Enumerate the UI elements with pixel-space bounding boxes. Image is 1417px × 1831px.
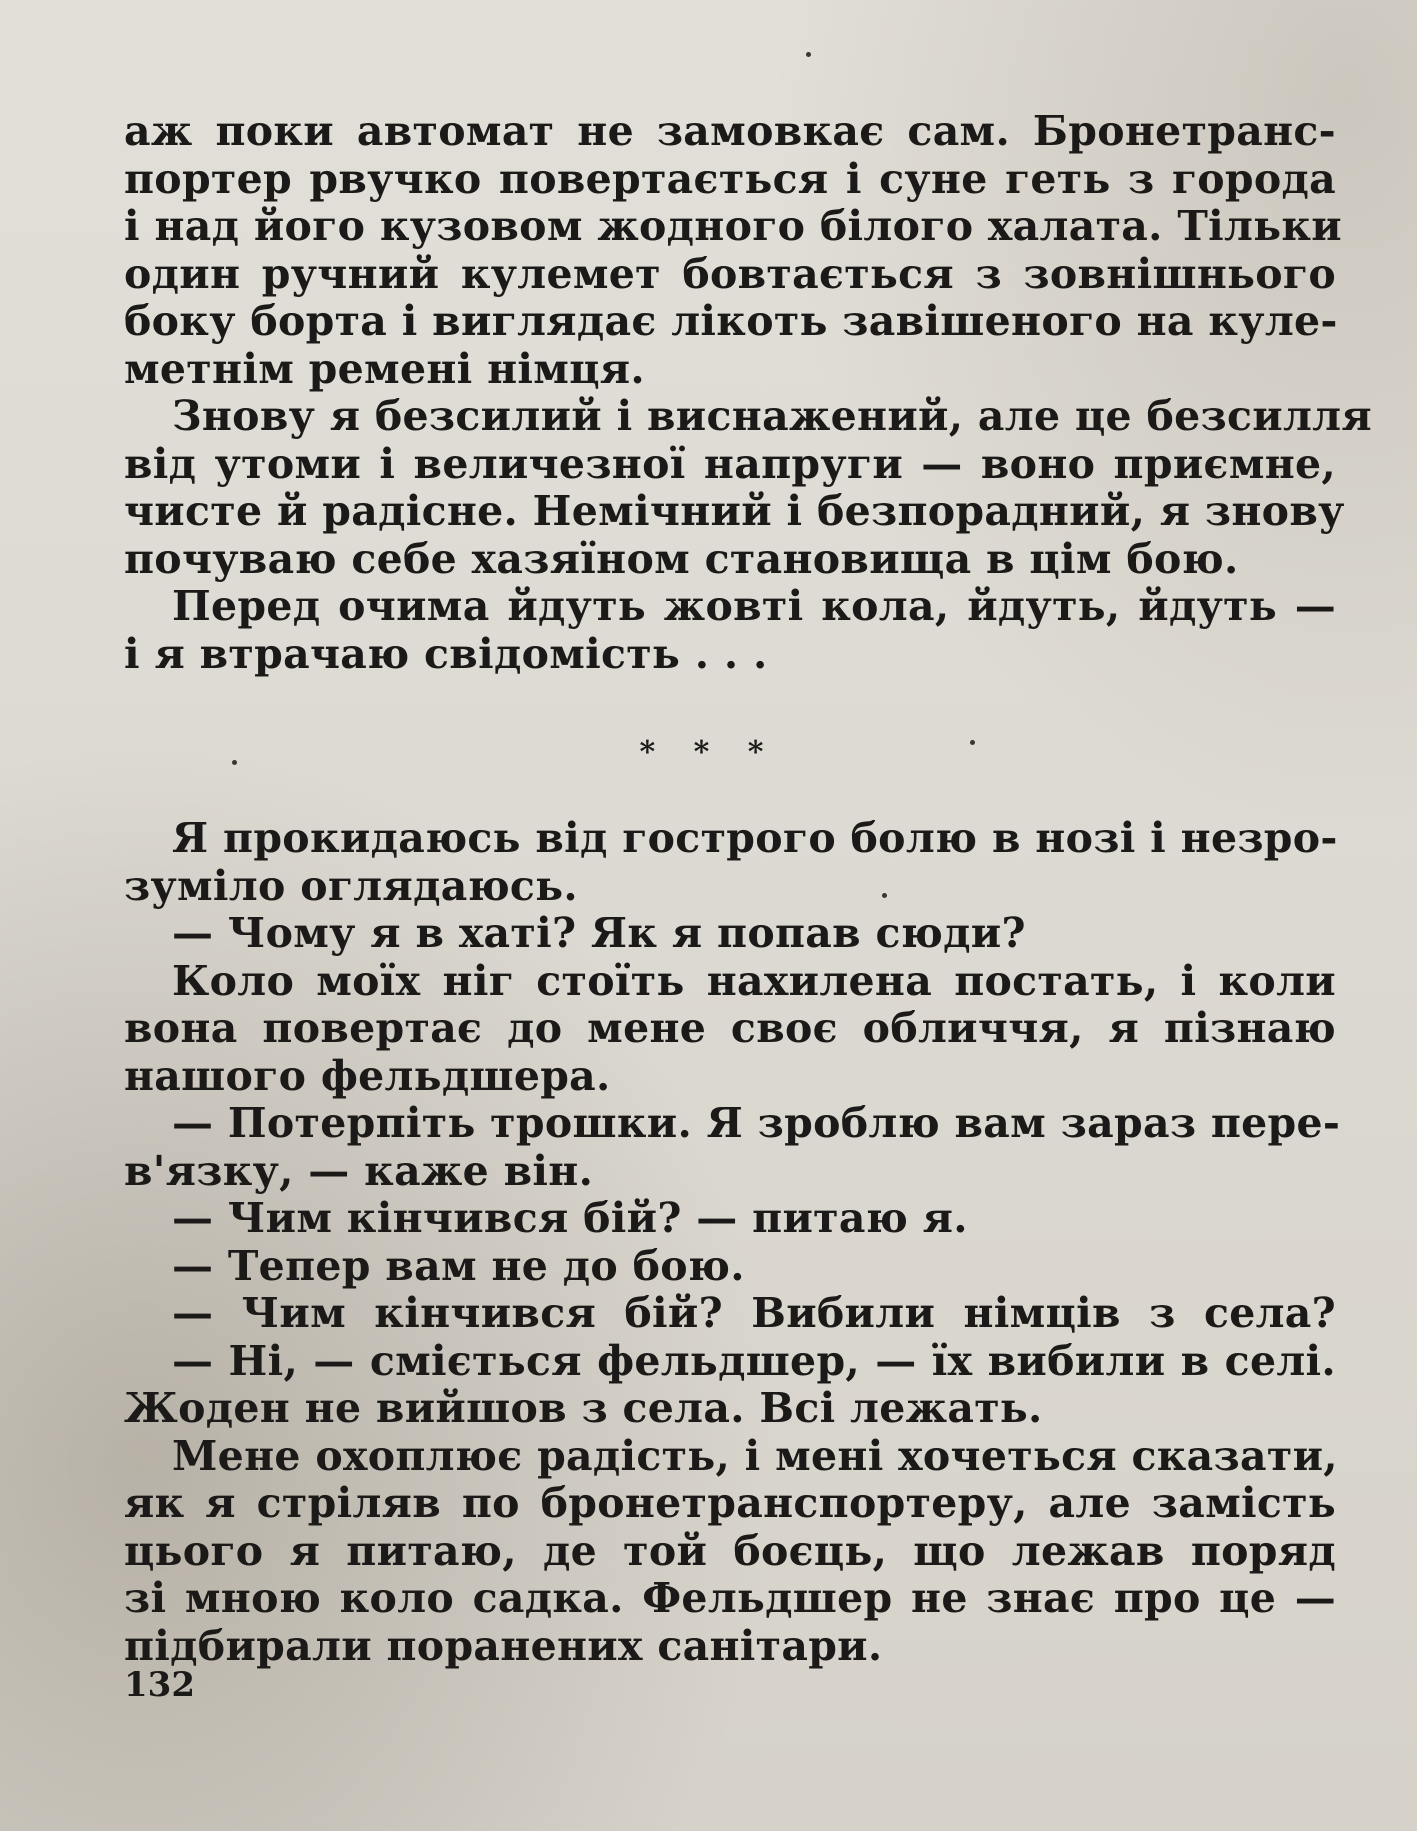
text-line: — Чому я в хаті? Як я попав сюди? bbox=[172, 909, 1026, 957]
ink-speck bbox=[882, 893, 887, 898]
text-line: — Ні, — сміється фельдшер, — їх вибили в селі. bbox=[172, 1336, 1336, 1385]
text-line: Жоден не вийшов з села. Всі лежать. bbox=[124, 1384, 1043, 1432]
text-line: від утоми і величезної напруги — воно приємне, bbox=[124, 439, 1336, 488]
text-section-1 bbox=[124, 107, 1372, 678]
page-number: 132 bbox=[124, 1665, 195, 1705]
text-line: Я прокидаюсь від гострого болю в нозі і незро- bbox=[172, 814, 1338, 862]
text-line: вона повертає до мене своє обличчя, я пізнаю bbox=[124, 1004, 1336, 1052]
text-line: цього я питаю, де той боєць, що лежав поряд bbox=[124, 1526, 1336, 1575]
text-line: і я втрачаю свідомість . . . bbox=[124, 629, 768, 678]
text-line: — Чим кінчився бій? Вибили німців з села? bbox=[172, 1289, 1336, 1337]
text-line: в'язку, — каже він. bbox=[124, 1146, 594, 1195]
text-line: один ручний кулемет бовтається з зовнішнього bbox=[124, 249, 1336, 298]
text-line: нашого фельдшера. bbox=[124, 1051, 611, 1100]
text-line: Перед очима йдуть жовті кола, йдуть, йдуть — bbox=[172, 582, 1336, 630]
text-line: Коло моїх ніг стоїть нахилена постать, і коли bbox=[172, 956, 1336, 1005]
text-line: — Потерпіть трошки. Я зроблю вам зараз пере- bbox=[172, 1099, 1341, 1147]
text-section-2 bbox=[124, 814, 1341, 1670]
ink-speck bbox=[232, 760, 237, 765]
text-line: і над його кузовом жодного білого халата. Тільки bbox=[124, 202, 1342, 250]
text-line: підбирали поранених санітари. bbox=[124, 1621, 883, 1670]
section-separator: * * * bbox=[639, 735, 778, 770]
text-line: Мене охоплює радість, і мені хочеться сказати, bbox=[172, 1431, 1338, 1480]
text-line: Знову я безсилий і виснажений, але це безсилля bbox=[172, 392, 1372, 440]
text-line: як я стріляв по бронетранспортеру, але замість bbox=[124, 1479, 1336, 1527]
text-line: боку борта і виглядає лікоть завішеного на куле- bbox=[124, 297, 1338, 345]
text-line: зі мною коло садка. Фельдшер не знає про це — bbox=[124, 1574, 1336, 1622]
text-line: — Чим кінчився бій? — питаю я. bbox=[172, 1194, 968, 1242]
text-line: — Тепер вам не до бою. bbox=[172, 1241, 745, 1290]
text-line: аж поки автомат не замовкає сам. Бронетранс- bbox=[124, 107, 1336, 155]
ink-speck bbox=[806, 52, 811, 57]
text-line: чисте й радісне. Немічний і безпорадний, я знову bbox=[124, 487, 1345, 535]
ink-speck bbox=[970, 740, 975, 745]
text-line: метнім ремені німця. bbox=[124, 344, 645, 393]
text-line: портер рвучко повертається і суне геть з города bbox=[124, 154, 1336, 203]
text-line: почуваю себе хазяїном становища в цім бою. bbox=[124, 534, 1239, 583]
text-line: зуміло оглядаюсь. bbox=[124, 861, 578, 910]
